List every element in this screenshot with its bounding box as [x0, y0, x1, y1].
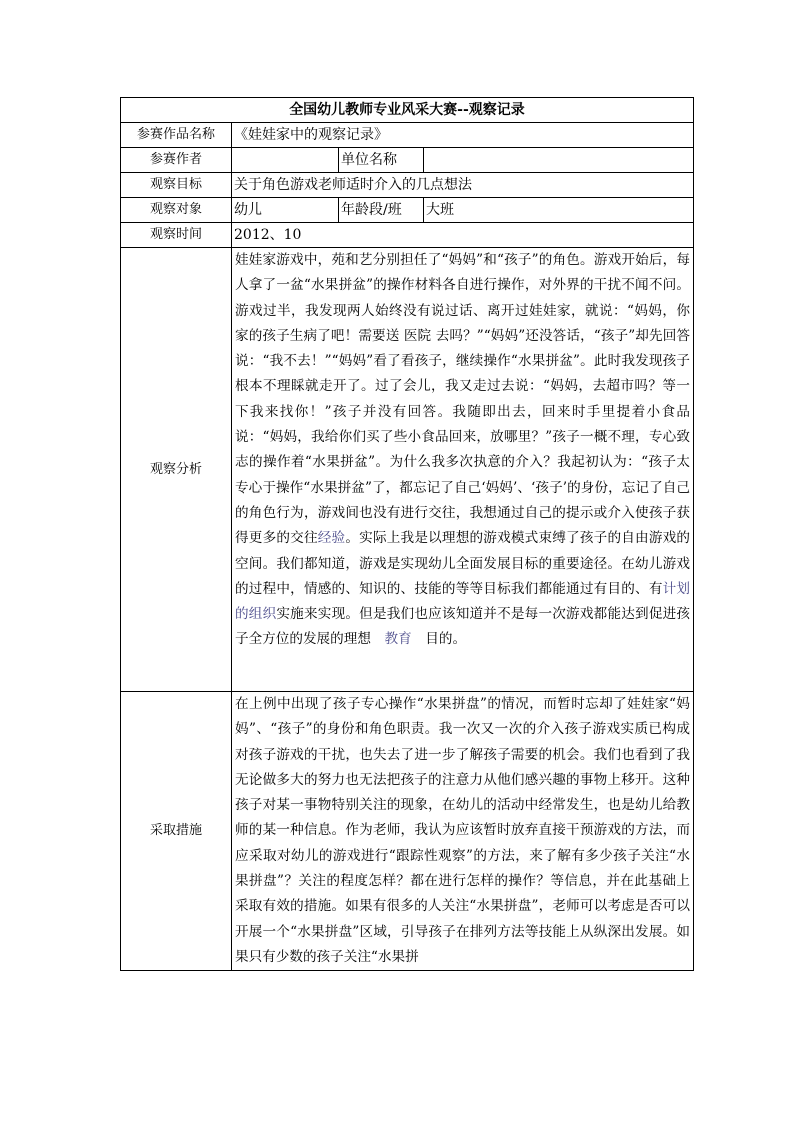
- unit-value: [424, 148, 694, 173]
- analysis-row: [121, 248, 694, 692]
- education-link[interactable]: 教育: [384, 631, 412, 648]
- observation-record-sheet: [120, 97, 693, 971]
- goal-label: 观察目标: [121, 173, 232, 198]
- page-title: 全国幼儿教师专业风采大赛--观察记录: [121, 98, 694, 123]
- measures-text: 在上例中出现了孩子专心操作“水果拼盘”的情况，而暂时忘却了娃娃家“妈妈”、“孩子”的身份和角色职责。我一次又一次的介入孩子游戏实质已构成对孩子游戏的干扰，也失去了进一步了解孩子需要的机会。我们也看到了我无论做多大的努力也无法把孩子的注意力从他们感兴趣的事物上移开。这种孩子对某一事物特别关注的现象，在幼儿的活动中经常发生，也是幼儿给教师的某一种信息。作为老师，我认为应该暂时放弃直接干预游戏的方法，而应采取对幼儿的游戏进行“跟踪性观察”的方法，来了解有多少孩子关注“水果拼盘”？关注的程度怎样？都在进行怎样的操作？等信息，并在此基础上采取有效的措施。如果有很多的人关注“水果拼盘”，老师可以考虑是否可以开展一个“水果拼盘”区域，引导孩子在排列方法等技能上从纵深出发展。如果只有少数的孩子关注“水果拼: [232, 692, 694, 971]
- work-name-label: 参赛作品名称: [121, 123, 232, 148]
- measures-label: 采取措施: [121, 692, 232, 971]
- time-row: [121, 223, 694, 248]
- analysis-text-a: 娃娃家游戏中，苑和艺分别担任了“妈妈”和“孩子”的角色。游戏开始后，每人拿了一盆“水果拼盆”的操作材料各自进行操作，对外界的干扰不闻不问。游戏过半，我发现两人始终没有说过话、离开过娃娃家，就说：“妈妈，你家的孩子生病了吧！需要送 医院 去吗？”“妈妈”还没答话，“孩子”却先回答说：“我不去！”“妈妈”看了看孩子，继续操作“水果拼盆”。此时我发现孩子根本不理睬就走开了。过了会儿，我又走过去说：“妈妈，去超市吗？等一下我来找你！”孩子并没有回答。我随即出去，回来时手里提着小食品说：“妈妈，我给你们买了些小食品回来，放哪里？”孩子一概不理，专心致志的操作着“水果拼盆”。为什么我多次执意的介入？我起初认为：“孩子太专心于操作“水果拼盆”了，都忘记了自己‘妈妈’、‘孩子’的身份，忘记了自己的角色行为，游戏间也没有进行交往，我想通过自己的提示或介入使孩子获得更多的交往: [235, 252, 690, 547]
- analysis-text-b: 。实际上我是以理想的游戏模式束缚了孩子的自由游戏的空间。我们都知道，游戏是实现幼儿全面发展目标的重要途径。在幼儿游戏的过程中，情感的、知识的、技能的等等目标我们都能通过有目的、有: [235, 530, 691, 597]
- analysis-text-c: 实施来实现。但是我们也应该知道并不是每一次游戏都能达到促进孩子全方位的发展的理想: [235, 606, 691, 648]
- author-label: 参赛作者: [121, 148, 232, 173]
- time-value: 2012、10: [232, 223, 694, 248]
- goal-value: 关于角色游戏老师适时介入的几点想法: [232, 173, 694, 198]
- measures-row: [121, 692, 694, 971]
- age-label: 年龄段/班: [339, 198, 424, 223]
- analysis-text-d: 目的。: [411, 631, 467, 648]
- object-value: 幼儿: [232, 198, 339, 223]
- author-row: [121, 148, 694, 173]
- analysis-label: 观察分析: [121, 248, 232, 692]
- work-name-value: 《娃娃家中的观察记录》: [232, 123, 694, 148]
- object-row: [121, 198, 694, 223]
- plan-organization-link[interactable]: 计划的组织: [235, 580, 691, 623]
- object-label: 观察对象: [121, 198, 232, 223]
- age-value: 大班: [424, 198, 694, 223]
- author-value: [232, 148, 339, 173]
- analysis-text: [232, 248, 694, 692]
- unit-label: 单位名称: [339, 148, 424, 173]
- goal-row: [121, 173, 694, 198]
- record-table: [120, 97, 694, 971]
- title-row: [121, 98, 694, 123]
- experience-link[interactable]: 经验: [317, 530, 346, 547]
- work-name-row: [121, 123, 694, 148]
- time-label: 观察时间: [121, 223, 232, 248]
